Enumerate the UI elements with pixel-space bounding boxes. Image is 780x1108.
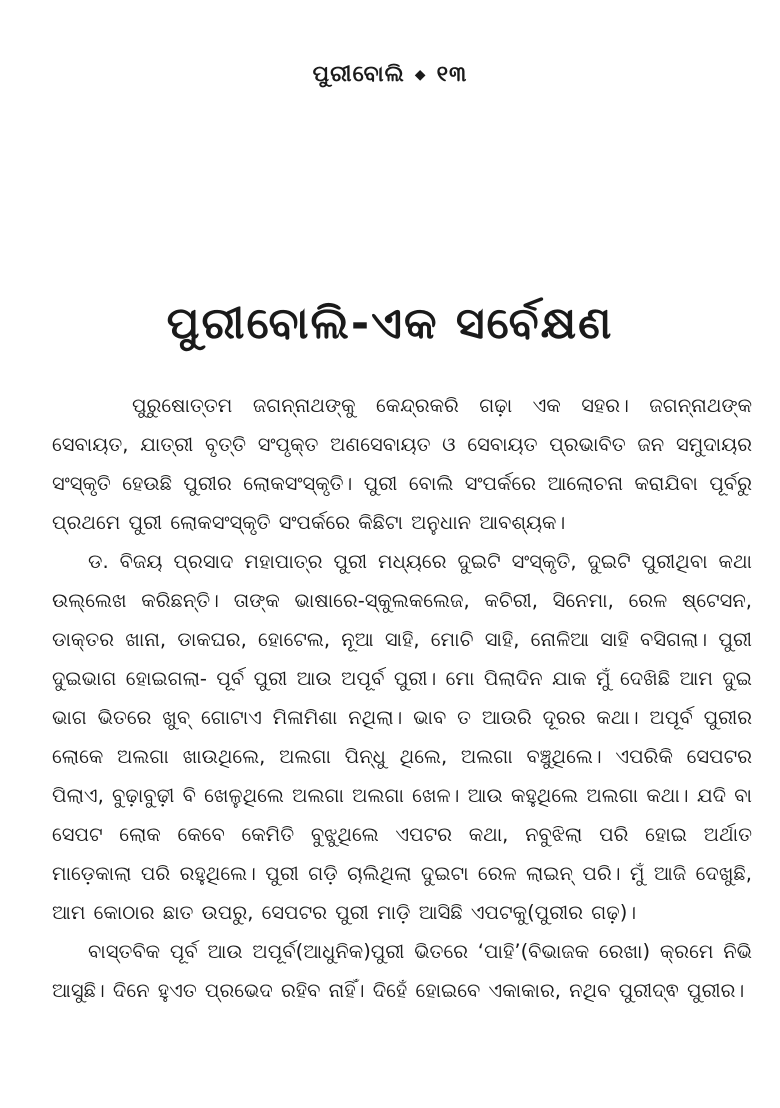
- paragraph-1: ପୁରୁଷୋତ୍ତମ ଜଗନ୍ନାଥଙ୍କୁ କେନ୍ଦ୍ରକରି ଗଢ଼ା ଏକ ସହର। ଜଗନ୍ନାଥଙ୍କ ସେବାୟତ, ଯାତ୍ରୀ ବୃତ୍ତି ସଂପୃକ୍ତ ଅଣସେବାୟତ ଓ ସେବାୟତ ପ୍ରଭାବିତ ଜନ ସମୁଦାୟର ସଂସ୍କୃତି ହେଉଛି ପୁରୀର ଲୋକସଂସ୍କୃତି। ପୁରୀ ବୋଲି ସଂପର୍କରେ ଆଲୋଚନା କରାଯିବା ପୂର୍ବରୁ ପ୍ରଥମେ ପୁରୀ ଲୋକସଂସ୍କୃତି ସଂପର୍କରେ କିଛିଟା ଅନୁଧାନ ଆବଶ୍ୟକ।: [52, 394, 752, 534]
- running-header: [0, 62, 780, 87]
- paragraph-2: ଡ. ବିଜୟ ପ୍ରସାଦ ମହାପାତ୍ର ପୁରୀ ମଧ୍ୟରେ ଦୁଇଟି ସଂସ୍କୃତି, ଦୁଇଟି ପୁରୀଥିବା କଥା ଉଲ୍ଲେଖ କରିଛନ୍ତି। ତାଙ୍କ ଭାଷାରେ-ସ୍କୁଲକଲେଜ, କଚିରୀ, ସିନେମା, ରେଳ ଷ୍ଟେସନ, ଡାକ୍ତର ଖାନା, ଡାକଘର, ହୋଟେଲ, ନୂଆ ସାହି, ମୋଚି ସାହି, ନୋଳିଆ ସାହି ବସିଗଲା। ପୁରୀ ଦୁଇଭାଗ ହୋଇଗଲା- ପୂର୍ବ ପୁରୀ ଆଉ ଅପୂର୍ବ ପୁରୀ। ମୋ ପିଲାଦିନ ଯାକ ମୁଁ ଦେଖିଛି ଆମ ଦୁଇ ଭାଗ ଭିତରେ ଖୁବ୍ ଗୋଟାଏ ମିଳାମିଶା ନଥିଲା। ଭାବ ତ ଆଉରି ଦୂରର କଥା। ଅପୂର୍ବ ପୁରୀର ଲୋକେ ଅଲଗା ଖାଉଥିଲେ, ଅଲଗା ପିନ୍ଧୁ ଥିଲେ, ଅଲଗା ବଞ୍ଚୁଥିଲେ। ଏପରିକି ସେପଟର ପିଲାଏ, ବୁଢ଼ାବୁଢ଼ୀ ବି ଖେଳୁଥିଲେ ଅଲଗା ଅଲଗା ଖେଳ। ଆଉ କହୁଥିଲେ ଅଲଗା କଥା। ଯଦି ବା ସେପଟ ଲୋକ କେବେ କେମିତି ବୁଝୁଥିଲେ ଏପଟର କଥା, ନବୁଝିଲା ପରି ହୋଇ ଅର୍ଥାତ ମାଡ଼େକାଲା ପରି ରହୁଥିଲେ। ପୁରୀ ଗଡ଼ି ଚାଲିଥିଲା ଦୁଇଟା ରେଳ ଲାଇନ୍ ପରି। ମୁଁ ଆଜି ଦେଖୁଛି, ଆମ କୋଠାର ଛାତ ଉପରୁ, ସେପଟର ପୁରୀ ମାଡ଼ି ଆସିଛି ଏପଟକୁ(ପୁରୀର ଗଢ଼)।: [52, 550, 752, 924]
- diamond-separator-icon: ◆: [414, 67, 427, 83]
- paragraph-3: ବାସ୍ତବିକ ପୂର୍ବ ଆଉ ଅପୂର୍ବ(ଆଧୁନିକ)ପୁରୀ ଭିତରେ ‘ପାହି’(ବିଭାଜକ ରେଖା) କ୍ରମେ ନିଭି ଆସୁଛି। ଦିନେ ହୁଏତ ପ୍ରଭେଦ ରହିବ ନାହିଁ। ଦିହେଁ ହୋଇବେ ଏକାକାର, ନଥିବ ପୁରୀଦ୍ଵ ପୁରୀର।: [52, 940, 752, 1002]
- page-number: ୧୩: [436, 62, 468, 87]
- article-body: [52, 386, 752, 1010]
- article-title: ପୁରୀବୋଲି-ଏକ ସର୍ବେକ୍ଷଣ: [166, 298, 614, 349]
- running-title: ପୁରୀବୋଲି: [312, 62, 405, 87]
